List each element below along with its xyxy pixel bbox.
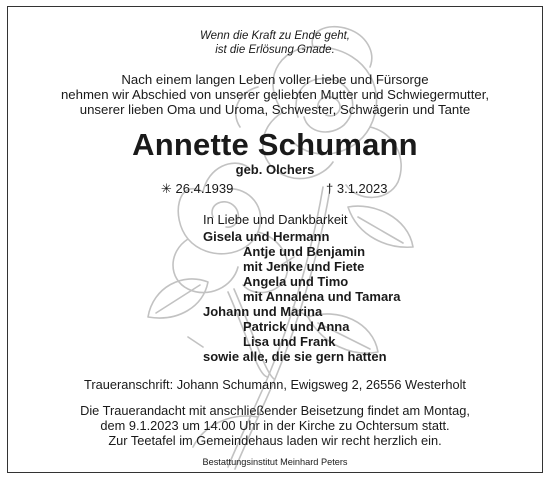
mourner-line: mit Jenke und Fiete bbox=[243, 259, 365, 274]
service-line-1: Die Trauerandacht mit anschließender Beisetzung findet am Montag, bbox=[80, 403, 470, 418]
mourner-line: sowie alle, die sie gern hatten bbox=[203, 349, 387, 364]
mourners-intro: In Liebe und Dankbarkeit bbox=[203, 212, 348, 227]
mourner-line: Antje und Benjamin bbox=[243, 244, 366, 259]
intro-line-2: nehmen wir Abschied von unserer geliebten Mutter und Schwiegermutter, bbox=[60, 87, 490, 102]
mourner-line: Angela und Timo bbox=[243, 274, 349, 289]
mourner-line: Gisela und Hermann bbox=[203, 229, 330, 244]
motto-line-2: ist die Erlösung Gnade. bbox=[215, 44, 335, 56]
mourner-line: Lisa und Frank bbox=[243, 334, 336, 349]
service-line-2: dem 9.1.2023 um 14.00 Uhr in der Kirche zu Ochtersum statt. bbox=[100, 418, 450, 433]
birth-date-value: 26.4.1939 bbox=[175, 181, 234, 196]
mourner-line: Johann und Marina bbox=[203, 304, 323, 319]
service-line-3: Zur Teetafel im Gemeindehaus laden wir recht herzlich ein. bbox=[108, 433, 442, 448]
intro-line-3: unserer lieben Oma und Uroma, Schwester, Schwägerin und Tante bbox=[79, 102, 471, 117]
mourning-address: Traueranschrift: Johann Schumann, Ewigsweg 2, 26556 Westerholt bbox=[84, 377, 466, 392]
birth-date bbox=[161, 181, 233, 197]
mourner-line: mit Annalena und Tamara bbox=[243, 289, 401, 304]
undertaker-name: Bestattungsinstitut Meinhard Peters bbox=[202, 457, 348, 467]
death-cross-icon: † bbox=[326, 181, 334, 196]
mourner-line: Patrick und Anna bbox=[243, 319, 350, 334]
maiden-name: geb. Olchers bbox=[235, 162, 315, 177]
deceased-name: Annette Schumann bbox=[132, 127, 418, 162]
intro-line-1: Nach einem langen Leben voller Liebe und Fürsorge bbox=[121, 72, 429, 87]
death-date bbox=[326, 181, 387, 196]
death-date-value: 3.1.2023 bbox=[336, 181, 388, 196]
birth-star-icon: ✳ bbox=[161, 181, 172, 196]
motto-line-1: Wenn die Kraft zu Ende geht, bbox=[199, 30, 351, 42]
obituary-notice bbox=[7, 6, 543, 473]
